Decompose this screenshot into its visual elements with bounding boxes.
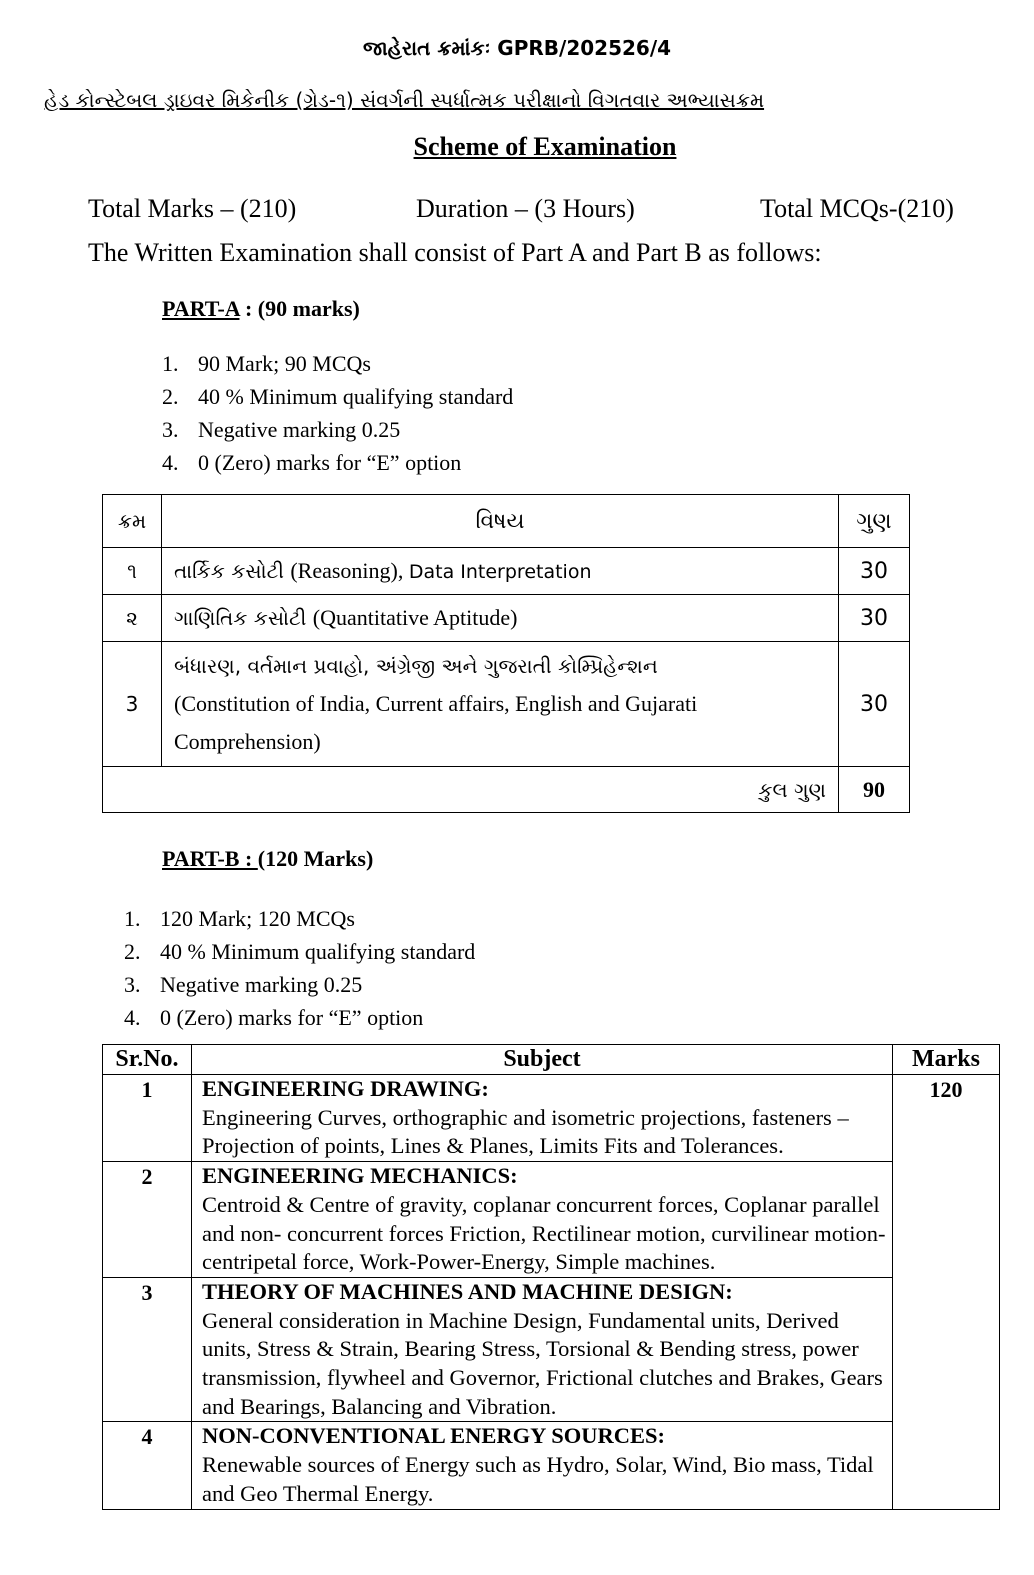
row-number: 1	[103, 1075, 192, 1162]
subject-english: (Reasoning),	[290, 558, 409, 583]
subject-description: Renewable sources of Energy such as Hydro, Solar, Wind, Bio mass, Tidal and Geo Thermal Energy.	[202, 1452, 874, 1506]
total-row	[103, 767, 910, 813]
scheme-title: Scheme of Examination	[413, 132, 677, 161]
subject-extra: Data Interpretation	[408, 561, 592, 583]
col-header-marks: Marks	[893, 1045, 1000, 1075]
part-a-rules	[162, 347, 513, 479]
part-a-heading-label: PART-A	[162, 296, 240, 321]
part-b-heading-marks: (120 Marks)	[257, 846, 374, 871]
table-row	[103, 1422, 1000, 1509]
row-subject	[192, 1422, 893, 1509]
table-header-row	[103, 495, 910, 548]
row-number: 3	[103, 642, 162, 767]
row-number: 4	[103, 1422, 192, 1509]
row-subject	[192, 1277, 893, 1422]
row-subject	[162, 642, 839, 767]
list-text: 0 (Zero) marks for “E” option	[160, 1005, 424, 1030]
row-subject	[192, 1075, 893, 1162]
col-header-subject: વિષય	[162, 495, 839, 548]
total-marks: Total Marks – (210)	[88, 194, 297, 223]
list-number: 3.	[124, 972, 141, 997]
table-row	[103, 1075, 1000, 1162]
col-header-marks: ગુણ	[839, 495, 910, 548]
subject-description: General consideration in Machine Design, Fundamental units, Derived units, Stress & Strain, Bearing Stress, Torsional & Bending stress, power transmission, flywheel and Governor, Frictional clutches and Brakes, Gears and Bearings, Balancing and Vibration.	[202, 1307, 883, 1419]
list-number: 3.	[162, 417, 179, 442]
list-item	[124, 968, 475, 1001]
subject-english-line: (Constitution of India, Current affairs, English and Gujarati	[174, 691, 698, 716]
subject-description: Centroid & Centre of gravity, coplanar concurrent forces, Coplanar parallel and non- concurrent forces Friction, Rectilinear motion, curvilinear motion- centripetal force, Work-Power-Energy, Simple machines.	[202, 1191, 886, 1275]
row-subject	[162, 548, 839, 595]
duration: Duration – (3 Hours)	[416, 194, 635, 223]
list-item	[162, 446, 513, 479]
gujarati-syllabus-title: હેડ કોન્સ્ટેબલ ડ્રાઇવર મિકેનીક (ગ્રેડ-૧) સંવર્ગની સ્પર્ધાત્મક પરીક્ષાનો વિગતવાર અભ્યાસક્રમ	[44, 88, 765, 112]
list-text: Negative marking 0.25	[198, 417, 401, 442]
part-b-table	[102, 1044, 1000, 1510]
part-a-table	[102, 494, 910, 813]
part-b-heading-label: PART-B :	[162, 846, 258, 871]
advertisement-number: જાહેરાત ક્રમાંકઃ GPRB/202526/4	[362, 36, 672, 60]
part-b-rules	[124, 902, 475, 1034]
row-marks: 30	[839, 548, 910, 595]
list-number: 2.	[162, 384, 179, 409]
col-header-no: ક્રમ	[103, 495, 162, 548]
list-text: 0 (Zero) marks for “E” option	[198, 450, 462, 475]
row-number: 3	[103, 1277, 192, 1422]
subject-english-line: Comprehension)	[174, 729, 321, 754]
subject-english: (Quantitative Aptitude)	[312, 605, 518, 630]
row-number: 2	[103, 1162, 192, 1278]
part-b-heading	[162, 846, 373, 872]
written-exam-intro: The Written Examination shall consist of Part A and Part B as follows:	[88, 238, 822, 267]
list-number: 2.	[124, 939, 141, 964]
table-header-row	[103, 1045, 1000, 1075]
list-text: Negative marking 0.25	[160, 972, 363, 997]
list-number: 1.	[162, 351, 179, 376]
row-subject	[162, 595, 839, 642]
subject-gujarati: ગાણિતિક કસોટી	[174, 606, 313, 630]
list-item	[162, 347, 513, 380]
subject-gujarati: બંધારણ, વર્તમાન પ્રવાહો, અંગ્રેજી અને ગુજરાતી કોમ્પ્રિહેન્શન	[174, 654, 658, 678]
col-header-sr-no: Sr.No.	[103, 1045, 192, 1075]
row-subject	[192, 1162, 893, 1278]
table-row	[103, 595, 910, 642]
subject-title: ENGINEERING MECHANICS:	[202, 1163, 518, 1189]
table-row	[103, 1277, 1000, 1422]
subject-gujarati: તાર્કિક કસોટી	[174, 559, 291, 583]
part-a-heading-marks: : (90 marks)	[239, 296, 360, 321]
total-value: 90	[839, 767, 910, 813]
row-marks: 30	[839, 642, 910, 767]
list-number: 4.	[162, 450, 179, 475]
list-number: 1.	[124, 906, 141, 931]
total-label: કુલ ગુણ	[103, 767, 839, 813]
row-number: ૨	[103, 595, 162, 642]
subject-title: ENGINEERING DRAWING:	[202, 1076, 489, 1101]
list-item	[124, 935, 475, 968]
list-number: 4.	[124, 1005, 141, 1030]
table-row	[103, 642, 910, 767]
subject-title: NON-CONVENTIONAL ENERGY SOURCES:	[202, 1423, 665, 1449]
list-item	[162, 413, 513, 446]
list-text: 40 % Minimum qualifying standard	[198, 384, 514, 409]
part-a-heading	[162, 296, 360, 322]
list-text: 40 % Minimum qualifying standard	[160, 939, 476, 964]
table-row	[103, 1162, 1000, 1278]
list-item	[162, 380, 513, 413]
row-number: ૧	[103, 548, 162, 595]
list-item	[124, 1001, 475, 1034]
total-mcqs: Total MCQs-(210)	[760, 194, 954, 223]
list-text: 120 Mark; 120 MCQs	[160, 906, 355, 931]
list-item	[124, 902, 475, 935]
col-header-subject: Subject	[192, 1045, 893, 1075]
list-text: 90 Mark; 90 MCQs	[198, 351, 371, 376]
subject-description: Engineering Curves, orthographic and isometric projections, fasteners – Projection of points, Lines & Planes, Limits Fits and Tolerances.	[202, 1104, 849, 1159]
total-marks-cell: 120	[893, 1075, 1000, 1510]
table-row	[103, 548, 910, 595]
row-marks: 30	[839, 595, 910, 642]
subject-title: THEORY OF MACHINES AND MACHINE DESIGN:	[202, 1278, 733, 1304]
